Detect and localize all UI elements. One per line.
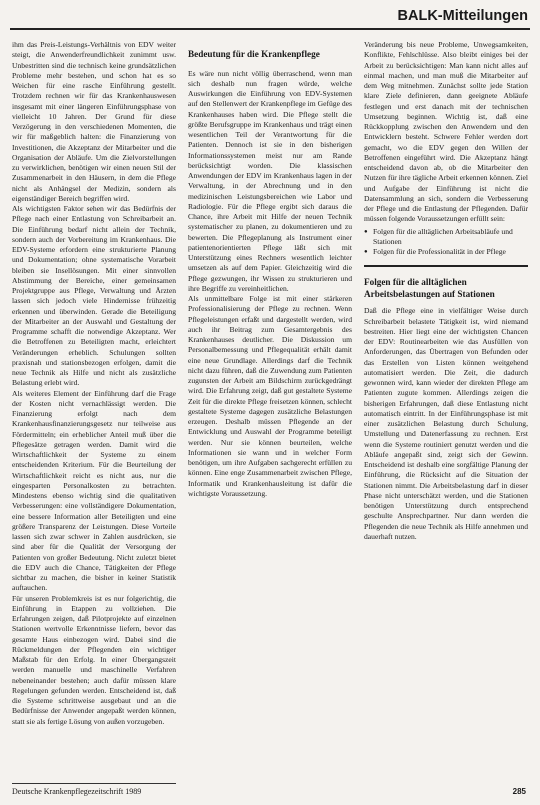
journal-footer: Deutsche Krankenpflegezeitschrift 1989 [12,787,142,796]
body-paragraph: Es wäre nun nicht völlig überraschend, wenn man sich deshalb nun fragen würde, welche Auswirkungen die Einführung von EDV-Systemen auf den Stellenwert der Krankenpflege im Gefüge des Krankenhauses haben wird. Die Pflege stellt die größte Berufsgruppe im Krankenhaus und trägt einen wesentlichen Teil der Verantwortung für die Patienten. Dennoch ist sie in den bisherigen Informationssystemen meist nur am Rande berücksichtigt worden. Die klassischen Anwendungen der EDV im Krankenhaus lagen in der Verwaltung, in der Abrechnung und in den medizinischen Leistungsbereichen wie Labor und Radiologie. Für die Pflege ergibt sich daraus die Chance, ihre Arbeit mit Hilfe der neuen Technik systematischer zu planen, zu dokumentieren und zu bewerten. Die Pflegeplanung als Instrument einer patientenorientierten Pflege läßt sich mit Unterstützung eines Rechners wesentlich leichter umsetzen als auf dem Papier. Gleichzeitig wird die Pflege gezwungen, ihr Wissen zu strukturieren und ihre Begriffe zu vereinheitlichen. [188,68,352,293]
bullet-item: ● Folgen für die Professionalität in der Pflege [364,247,528,257]
section-title: BALK-Mitteilungen [397,8,528,24]
header-rule [10,28,530,30]
column-3 [364,40,528,778]
body-paragraph: Als wichtigsten Faktor sehen wir das Bedürfnis der Pflege nach einer Entlastung von Schreibarbeit an. Die Einführung bedarf nicht allein der Technik, sondern auch der Vorbereitung im Krankenhaus. Die EDV-Systeme erfordern eine strukturierte Planung und Dokumentation; ohne systematische Vorarbeit bleiben sie Insellösungen. Mit einer sinnvollen Abstimmung der Bereiche, einer gemeinsamen Projektgruppe aus Pflege, Verwaltung und Ärzten lassen sich jedoch viele Hindernisse frühzeitig erkennen und überwinden. Gerade die Beteiligung der Mitarbeiter an der Auswahl und Gestaltung der Programme schafft die notwendige Akzeptanz. Wer die Betroffenen zu Beteiligten macht, erleichtert Veränderungen erheblich. Schulungen sollten praxisnah und stationsbezogen erfolgen, damit die neue Technik als Hilfe und nicht als zusätzliche Belastung erlebt wird. [12,204,176,388]
article-body [12,40,528,778]
column-2 [188,40,352,778]
section-heading-pflege: Bedeutung für die Krankenpflege [188,49,320,59]
bullet-item: ● Folgen für die alltäglichen Arbeitsabläufe und Stationen [364,227,528,248]
body-paragraph: Als unmittelbare Folge ist mit einer stärkeren Professionalisierung der Pflege zu rechnen. Wenn Pflegeleistungen erfaßt und dargestellt werden, wird auch ihr Beitrag zum Gesamtergebnis des Krankenhauses deutlicher. Die Diskussion um Personalbemessung und Pflegequalität erhält damit eine neue Grundlage. Allerdings darf die Technik nicht dazu führen, daß die Zuwendung zum Patienten zugunsten der Arbeit am Bildschirm zurückgedrängt wird. Die Erfahrung zeigt, daß gut gestaltete Systeme Zeit für die direkte Pflege freisetzen können, schlecht gestaltete Systeme dagegen zusätzliche Belastungen erzeugen. Deshalb müssen Pflegende an der Entwicklung und Auswahl der Programme beteiligt werden. Nur sie können beurteilen, welche Informationen sie wann und in welcher Form benötigen, um ihre Aufgaben sachgerecht erfüllen zu können. Eine enge Zusammenarbeit zwischen Pflege, Informatik und Krankenhausleitung ist dafür die wichtigste Voraussetzung. [188,294,352,498]
body-paragraph: Veränderung bis neue Probleme, Unwegsamkeiten, Konflikte, Fehlschlüsse. Also bleibt einiges bei der Arbeit zu berücksichtigen: Man kann nicht alles auf einmal machen, und man muß die Mitarbeiter auf dem Weg mitnehmen. Zunächst sollte jede Station klare Ziele definieren, dann geeignete Abläufe festlegen und erst danach mit der technischen Umsetzung beginnen. Wichtig ist, daß eine Rückkopplung zwischen den Anwendern und den Entwicklern besteht. Schwere Fehler werden dort gemacht, wo die EDV gegen den Willen der Betroffenen eingeführt wird. Die Akzeptanz hängt entscheidend davon ab, ob die Mitarbeiter den Nutzen für ihre tägliche Arbeit erkennen können. Ziel und Aufgabe der Einführung ist nicht die Datensammlung an sich, sondern die Verbesserung der Pflege und die Entlastung der Pflegenden. Dafür müssen folgende Voraussetzungen erfüllt sein: [364,40,528,224]
body-paragraph: Daß die Pflege eine in vielfältiger Weise durch Schreibarbeit belastete Tätigkeit ist, wird niemand bestreiten. Hier liegt eine der wichtigsten Chancen der EDV: Routinearbeiten wie das Ausfüllen von Anforderungen, das Übertragen von Befunden oder das Erstellen von Listen können weitgehend automatisiert werden. Die Zeit, die dadurch gewonnen wird, kann wieder der direkten Pflege am Patienten zugute kommen. Allerdings zeigen die bisherigen Erfahrungen, daß diese Entlastung nicht automatisch eintritt. In der Einführungsphase ist mit einer zusätzlichen Belastung durch Schulung, Umstellung und Datenerfassung zu rechnen. Erst wenn die Systeme routiniert genutzt werden und die Abläufe angepaßt sind, zeigt sich der Gewinn. Entscheidend ist deshalb eine sorgfältige Planung der Einführung, die Rücksicht auf die Situation der Stationen nimmt. Die Arbeitsbelastung darf in dieser Phase nicht unterschätzt werden, und die Stationen benötigen Unterstützung durch entsprechend geschulte Ansprechpartner. Nur dann werden die Pflegenden die neue Technik als Hilfe annehmen und dauerhaft nutzen. [364,306,528,541]
section-heading-arbeitsbelastung: Folgen für die alltäglichen Arbeitsbelastungen auf Stationen [364,277,495,299]
page-header [10,2,530,32]
body-paragraph: Für unseren Problemkreis ist es nur folgerichtig, die Einführung in Etappen zu vollziehen. Die Erfahrungen zeigen, daß Pilotprojekte auf einzelnen Stationen wertvolle Erkenntnisse liefern, bevor das gesamte Haus einbezogen wird. Dabei sind die Rückmeldungen der Pflegenden ein wichtiger Maßstab für den Erfolg. In einer Übergangszeit werden manuelle und maschinelle Verfahren nebeneinander bestehen; auch dafür müssen klare Regelungen gefunden werden. Entscheidend ist, daß die Systeme schrittweise ausgebaut und an die Bedürfnisse der Anwender angepaßt werden können, statt sie als fertige Lösung von außen vorzugeben. [12,593,176,726]
footer-rule [12,783,176,784]
bullet-list [364,227,528,258]
body-paragraph: Als weiteres Element der Einführung darf die Frage der Kosten nicht vernachlässigt werden. Die Finanzierung erfolgt nach dem Krankenhausfinanzierungsgesetz nur teilweise aus Fördermitteln; ein erheblicher Anteil muß über die Pflegesätze getragen werden. Damit wird die Wirtschaftlichkeit der Systeme zu einem entscheidenden Kriterium. Für die Beurteilung der Wirtschaftlichkeit reicht es nicht aus, nur die eingesparten Personalkosten zu betrachten. Mindestens ebenso wichtig sind die qualitativen Verbesserungen: eine vollständigere Dokumentation, eine bessere Information aller Beteiligten und eine größere Transparenz der Leistungen. Diese Vorteile lassen sich zwar schwer in Zahlen ausdrücken, sie sind aber für die Qualität der Versorgung der Patienten von großer Bedeutung. Nicht zuletzt bietet die EDV auch die Chance, Tätigkeiten der Pflege sichtbar zu machen, die bisher in keiner Statistik auftauchen. [12,388,176,593]
page-number: 285 [512,787,526,796]
column-1 [12,40,176,778]
section-divider [364,265,528,267]
body-paragraph: ihm das Preis-Leistungs-Verhältnis von EDV weiter steigt, die Anwenderfreundlichkeit zunimmt usw. Unbestritten sind die technisch keine grundsätzlichen Probleme mehr bestehen, und schon hat es so Weichen für eine rasche Einführung gestellt. Trotzdem rechnen wir für das Krankenhauswesen insgesamt mit einer längeren Einführungsphase von vielleicht 10 Jahren. Der Grund für diese Verzögerung in den verschiedenen Momenten, die wir für maßgeblich halten: die Finanzierung von Investitionen, die Akzeptanz der Mitarbeiter und die Organisation der Abläufe. Um die Zielvorstellungen zu verwirklichen, benötigen wir einen neuen Stil der Zusammenarbeit in den Häusern, in dem die Pflege nicht als Anhängsel der Medizin, sondern als eigenständiger Bereich begriffen wird. [12,40,176,203]
